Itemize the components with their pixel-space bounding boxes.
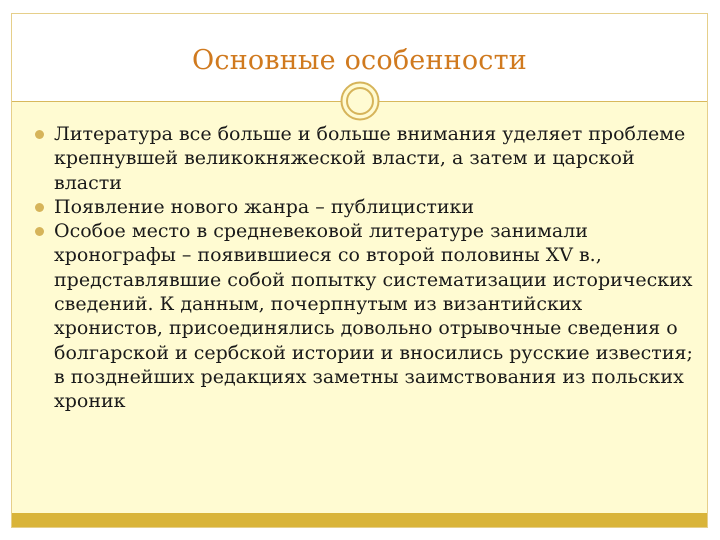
bullet-item-1	[30, 122, 694, 195]
bullet-item-2	[30, 195, 694, 219]
slide-title: Основные особенности	[192, 45, 527, 76]
bullet-text-3: Особое место в средневековой литературе занимали хронографы – появившиеся со второй половины XV в., представлявшие собой попытку систематизации исторических сведений. К данным, почерпнутым из византийских хронистов, присоединялись довольно отрывочные сведения о болгарской и сербской истории и вносились русские известия; в позднейших редакциях заметны заимствования из польских хроник	[54, 220, 693, 413]
bullet-dot-icon	[35, 227, 44, 236]
bullet-item-3	[30, 219, 694, 413]
bullet-dot-icon	[35, 130, 44, 139]
slide-frame	[11, 13, 708, 528]
bullet-list	[30, 122, 694, 414]
bullet-text-1: Литература все больше и больше внимания уделяет проблеме крепнувшей великокняжеской власти, а затем и царской власти	[54, 123, 686, 194]
double-circle-ornament-icon	[340, 81, 380, 121]
bullet-text-2: Появление нового жанра – публицистики	[54, 195, 475, 218]
bullet-dot-icon	[35, 203, 44, 212]
bottom-accent-bar	[12, 513, 707, 527]
